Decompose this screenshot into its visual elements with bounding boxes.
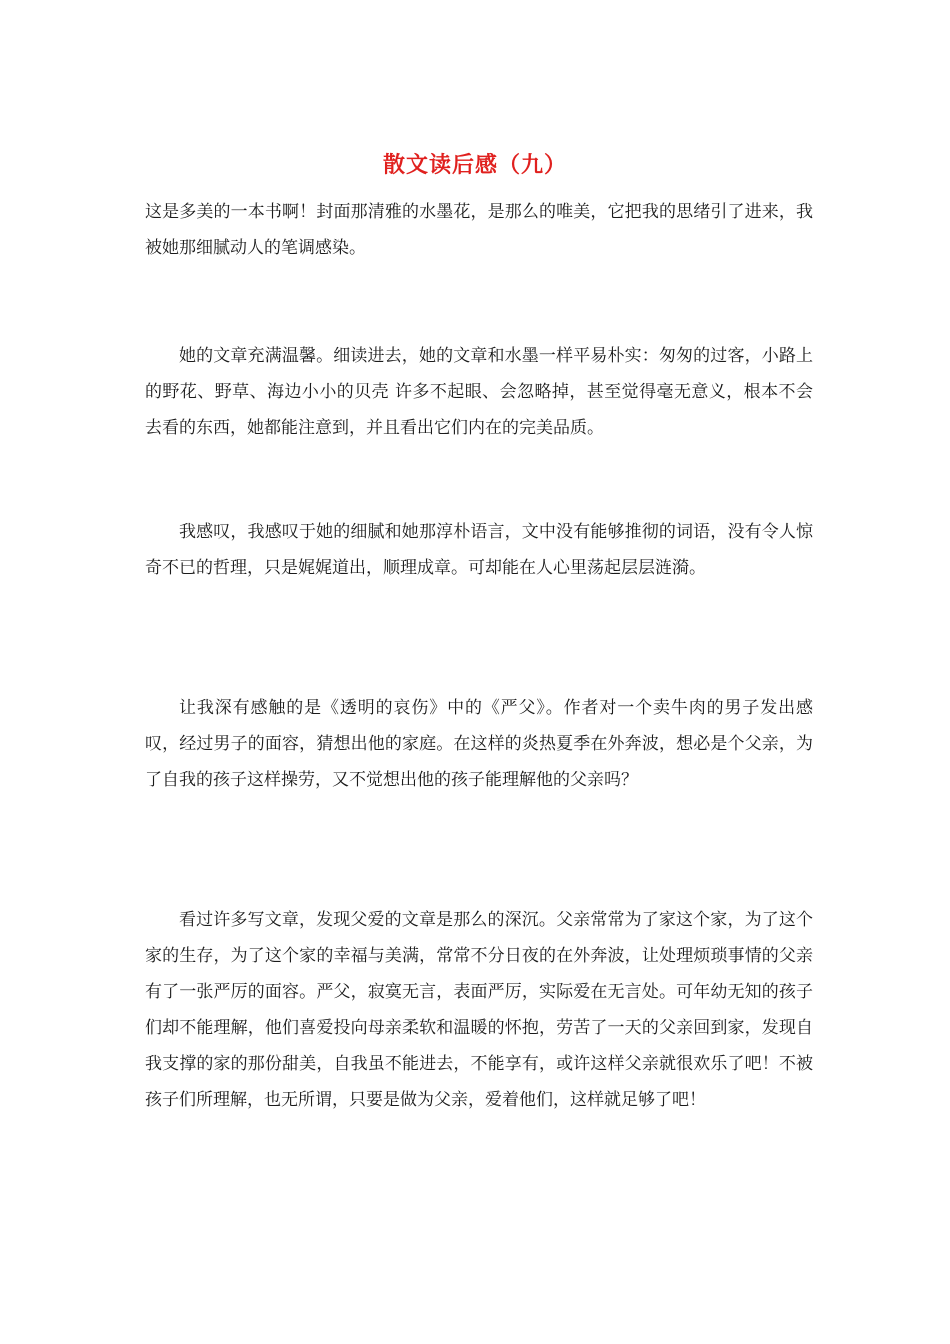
paragraph-4: 让我深有感触的是《透明的哀伤》中的《严父》。作者对一个卖牛肉的男子发出感叹，经过男子的面容，猜想出他的家庭。在这样的炎热夏季在外奔波，想必是个父亲，为了自我的孩子这样操劳，又不觉想出他的孩子能理解他的父亲吗？	[145, 698, 813, 790]
paragraph-1: 这是多美的一本书啊！封面那清雅的水墨花，是那么的唯美，它把我的思绪引了进来，我被她那细腻动人的笔调感染。	[145, 202, 813, 258]
paragraph-3: 我感叹，我感叹于她的细腻和她那淳朴语言，文中没有能够推彻的词语，没有令人惊奇不已的哲理，只是娓娓道出，顺理成章。可却能在人心里荡起层层涟漪。	[145, 522, 813, 578]
document-title: 散文读后感（九）	[382, 152, 567, 178]
paragraph-5: 看过许多写文章，发现父爱的文章是那么的深沉。父亲常常为了家这个家，为了这个家的生存，为了这个家的幸福与美满，常常不分日夜的在外奔波，让处理烦琐事情的父亲有了一张严厉的面容。严父，寂寞无言，表面严厉，实际爱在无言处。可年幼无知的孩子们却不能理解，他们喜爱投向母亲柔软和温暖的怀抱，劳苦了一天的父亲回到家，发现自我支撑的家的那份甜美，自我虽不能进去，不能享有，或许这样父亲就很欢乐了吧！不被孩子们所理解，也无所谓，只要是做为父亲，爱着他们，这样就足够了吧！	[145, 910, 813, 1110]
paragraph-2: 她的文章充满温馨。细读进去，她的文章和水墨一样平易朴实：匆匆的过客，小路上的野花、野草、海边小小的贝壳 许多不起眼、会忽略掉，甚至觉得毫无意义，根本不会去看的东西，她都能注意到，并且看出它们内在的完美品质。	[145, 346, 813, 438]
